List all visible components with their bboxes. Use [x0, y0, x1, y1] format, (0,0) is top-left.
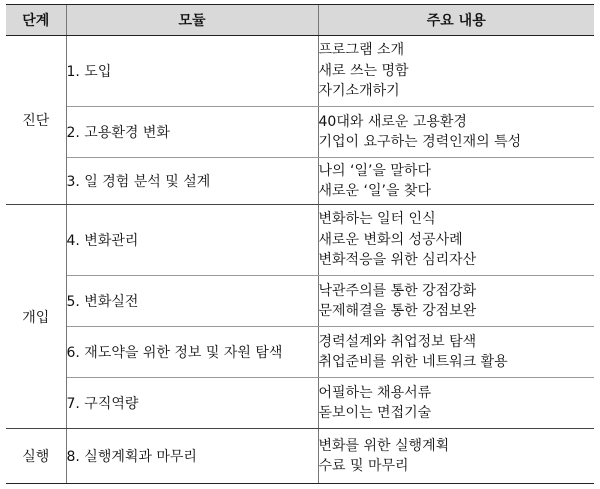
program-table — [6, 4, 594, 484]
content-cell — [318, 327, 594, 378]
table-row — [6, 158, 594, 205]
content-cell — [318, 429, 594, 484]
content-line: 새로운 ‘일’을 찾다 — [318, 183, 431, 199]
header-content: 주요 내용 — [318, 5, 594, 36]
table-row — [6, 36, 594, 107]
table-row — [6, 429, 594, 484]
header-stage: 단계 — [6, 5, 66, 36]
stage-execution: 실행 — [6, 429, 66, 484]
content-line: 자기소개하기 — [318, 83, 400, 100]
content-line: 돋보이는 면접기술 — [318, 405, 432, 421]
header-module: 모듈 — [66, 5, 318, 36]
content-cell — [318, 378, 594, 429]
stage-diagnosis: 진단 — [6, 36, 66, 205]
content-line: 낙관주의를 통한 강점강화 — [318, 282, 477, 299]
content-line: 40대와 새로운 고용환경 — [318, 113, 467, 130]
content-cell — [318, 205, 594, 276]
table-row — [6, 107, 594, 158]
module-cell: 7. 구직역량 — [66, 378, 318, 429]
content-line: 새로운 변화의 성공사례 — [318, 231, 463, 248]
content-line: 나의 ‘일’을 말하다 — [318, 162, 431, 179]
content-line: 문제해결을 통한 강점보완 — [318, 303, 477, 319]
module-cell: 1. 도입 — [66, 36, 318, 107]
module-cell: 3. 일 경험 분석 및 설계 — [66, 158, 318, 205]
table-row — [6, 276, 594, 327]
table-row — [6, 327, 594, 378]
module-cell: 6. 재도약을 위한 정보 및 자원 탐색 — [66, 327, 318, 378]
content-line: 어필하는 채용서류 — [318, 384, 432, 401]
stage-intervention: 개입 — [6, 205, 66, 429]
module-cell: 4. 변화관리 — [66, 205, 318, 276]
content-line: 새로 쓰는 명함 — [318, 62, 409, 79]
content-line: 경력설계와 취업정보 탐색 — [318, 333, 477, 350]
content-line: 변화하는 일터 인식 — [318, 211, 436, 228]
content-line: 변화적응을 위한 심리자산 — [318, 252, 477, 269]
content-line: 변화를 위한 실행계획 — [318, 437, 450, 454]
content-line: 수료 및 마무리 — [318, 458, 409, 474]
table-row — [6, 378, 594, 429]
table-row — [6, 205, 594, 276]
content-line: 취업준비를 위한 네트워크 활용 — [318, 354, 508, 370]
content-line: 프로그램 소개 — [318, 42, 405, 59]
module-cell: 2. 고용환경 변화 — [66, 107, 318, 158]
content-line: 기업이 요구하는 경력인재의 특성 — [318, 134, 522, 150]
content-cell — [318, 158, 594, 205]
module-cell: 5. 변화실전 — [66, 276, 318, 327]
header-row — [6, 5, 594, 36]
module-cell: 8. 실행계획과 마무리 — [66, 429, 318, 484]
content-cell — [318, 107, 594, 158]
content-cell — [318, 276, 594, 327]
content-cell — [318, 36, 594, 107]
